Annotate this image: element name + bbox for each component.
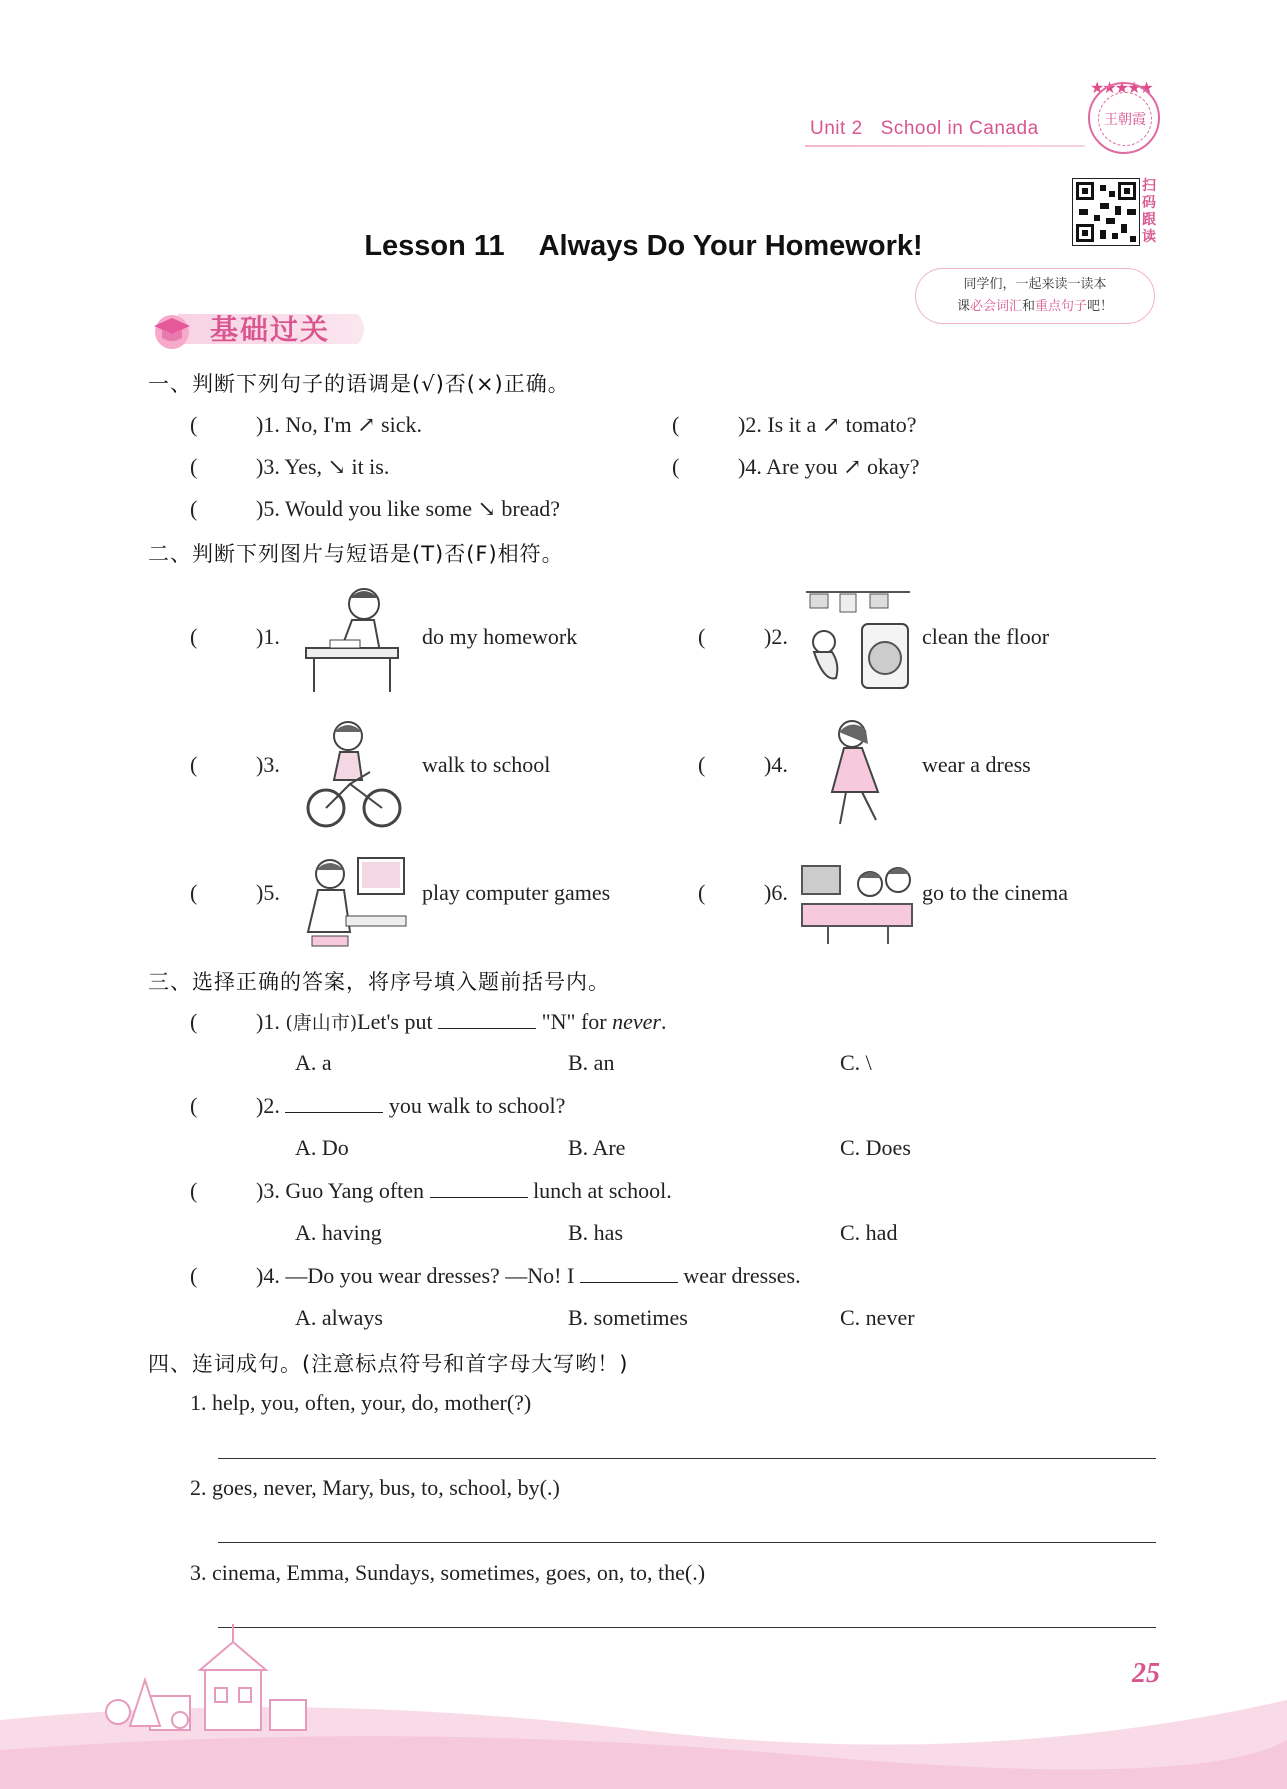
s2-phrase-1: do my homework <box>422 624 578 649</box>
s3-q1-opt-a: A. a <box>295 1050 332 1075</box>
publisher-badge-icon <box>1088 82 1160 154</box>
s1-q5: ( )5. Would you like some ↘ bread? <box>190 496 561 521</box>
section4-heading: 四、连词成句。(注意标点符号和首字母大写哟！) <box>148 1352 629 1376</box>
cinema-picture-icon <box>798 860 916 946</box>
s3-q3: ( )3. Guo Yang often lunch at school. <box>190 1178 672 1203</box>
girl-bicycle-picture-icon <box>304 718 404 832</box>
s3-q4-opt-a: A. always <box>295 1305 383 1330</box>
s3-q3-opt-a: A. having <box>295 1220 382 1245</box>
s2-q5: ( )5. <box>190 880 280 905</box>
boy-homework-picture-icon <box>300 582 404 696</box>
s3-q2: ( )2. you walk to school? <box>190 1093 566 1118</box>
s2-q1: ( )1. <box>190 624 280 649</box>
s1-q2: ( )2. Is it a ↗ tomato? <box>672 412 917 437</box>
s3-q4-opt-c: C. never <box>840 1305 915 1330</box>
lesson-title <box>0 230 1287 263</box>
answer-blank[interactable] <box>438 1010 536 1029</box>
banner-title: 基础过关 <box>210 313 331 346</box>
s4-answer-line-2[interactable] <box>218 1542 1156 1543</box>
clean-floor-picture-icon <box>800 586 916 694</box>
scan-to-read-label: 扫码跟读 <box>1142 178 1156 245</box>
badge-label: 王朝霞 <box>1098 92 1152 146</box>
s3-q2-opt-c: C. Does <box>840 1135 911 1160</box>
speech-bubble <box>915 268 1155 324</box>
section2-heading: 二、判断下列图片与短语是(T)否(F)相符。 <box>148 542 564 566</box>
s2-q2: ( )2. <box>698 624 788 649</box>
s3-q3-opt-c: C. had <box>840 1220 898 1245</box>
footer-castle-decoration <box>0 1580 1287 1789</box>
s2-phrase-5: play computer games <box>422 880 611 905</box>
s2-q3: ( )3. <box>190 752 280 777</box>
rating-stars: ★★★★★ <box>1090 80 1152 97</box>
unit-number: Unit 2 <box>810 118 863 139</box>
s3-q4: ( )4. —Do you wear dresses? —No! I wear dresses. <box>190 1263 801 1288</box>
s2-phrase-4: wear a dress <box>922 752 1031 777</box>
s2-q4: ( )4. <box>698 752 788 777</box>
boy-computer-picture-icon <box>298 852 410 950</box>
s3-q2-opt-b: B. Are <box>568 1135 626 1160</box>
s4-answer-line-1[interactable] <box>218 1458 1156 1459</box>
s4-q1: 1. help, you, often, your, do, mother(?) <box>190 1390 532 1415</box>
s2-phrase-6: go to the cinema <box>922 880 1069 905</box>
castle-icon <box>106 1624 306 1730</box>
answer-blank[interactable] <box>580 1264 678 1283</box>
unit-header <box>810 118 1057 140</box>
header-divider <box>805 145 1085 147</box>
girl-dress-picture-icon <box>812 716 896 834</box>
s1-q4: ( )4. Are you ↗ okay? <box>672 454 920 479</box>
s3-q4-opt-b: B. sometimes <box>568 1305 688 1330</box>
answer-blank[interactable] <box>430 1179 528 1198</box>
lesson-name: Always Do Your Homework! <box>538 230 923 262</box>
s1-q1: ( )1. No, I'm ↗ sick. <box>190 412 422 437</box>
unit-title: School in Canada <box>880 118 1039 139</box>
s3-q1-opt-b: B. an <box>568 1050 615 1075</box>
s4-q2: 2. goes, never, Mary, bus, to, school, by(.) <box>190 1475 560 1500</box>
s2-q6: ( )6. <box>698 880 788 905</box>
lesson-number: Lesson 11 <box>364 230 505 262</box>
bubble-line-1: 同学们，一起来读一读本 <box>963 277 1107 292</box>
page-number: 25 <box>1132 1658 1160 1689</box>
s3-q1: ( )1. (唐山市)Let's put "N" for never. <box>190 1009 667 1034</box>
section3-heading: 三、选择正确的答案，将序号填入题前括号内。 <box>148 970 610 994</box>
s1-q3: ( )3. Yes, ↘ it is. <box>190 454 390 479</box>
s2-phrase-3: walk to school <box>422 752 551 777</box>
s3-q1-opt-c: C. \ <box>840 1050 872 1075</box>
s3-q3-opt-b: B. has <box>568 1220 623 1245</box>
section1-heading: 一、判断下列句子的语调是(√)否(×)正确。 <box>148 372 570 396</box>
s4-q3: 3. cinema, Emma, Sundays, sometimes, goes, on, to, the(.) <box>190 1560 706 1585</box>
s2-phrase-2: clean the floor <box>922 624 1050 649</box>
bubble-line-2: 课必会词汇和重点句子吧！ <box>956 299 1114 314</box>
s3-q2-opt-a: A. Do <box>295 1135 349 1160</box>
answer-blank[interactable] <box>285 1094 383 1113</box>
